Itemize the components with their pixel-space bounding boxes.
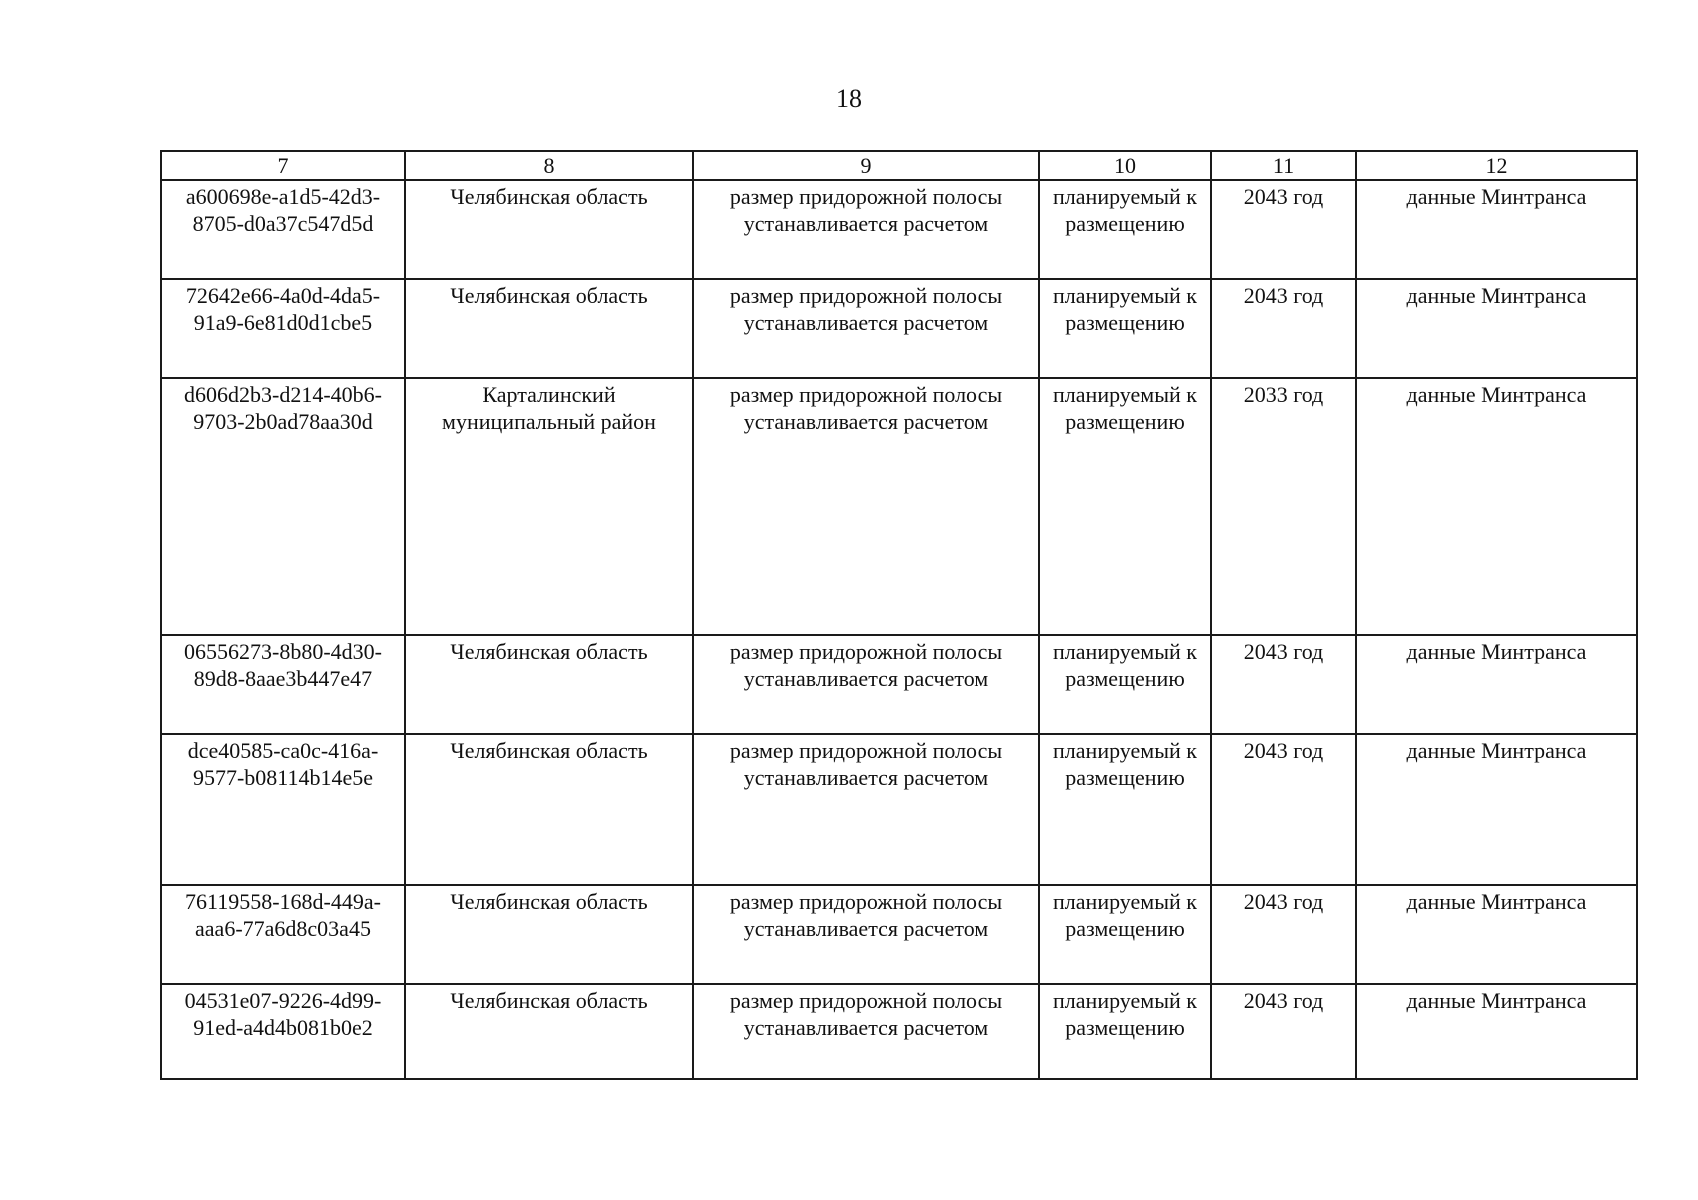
- territory-line: Челябинская область: [450, 639, 648, 664]
- column-header-11: 11: [1211, 151, 1356, 180]
- note-cell: [693, 378, 1039, 635]
- object-id-cell: [161, 378, 405, 635]
- note-line: устанавливается расчетом: [743, 916, 989, 941]
- status-cell: [1039, 984, 1211, 1079]
- territory-cell: [405, 635, 693, 734]
- column-header-9: 9: [693, 151, 1039, 180]
- territory-line: муниципальный район: [442, 409, 656, 434]
- status-line: планируемый к: [1053, 988, 1197, 1013]
- table-row: [161, 180, 1637, 279]
- territory-cell: [405, 984, 693, 1079]
- status-line: планируемый к: [1053, 889, 1197, 914]
- object-id-cell: [161, 984, 405, 1079]
- note-cell: [693, 885, 1039, 984]
- note-line: размер придорожной полосы: [729, 738, 1003, 763]
- object-id-cell: [161, 734, 405, 885]
- object-id-cell: [161, 635, 405, 734]
- status-line: размещению: [1065, 310, 1185, 335]
- note-line: устанавливается расчетом: [743, 666, 989, 691]
- note-line: размер придорожной полосы: [729, 889, 1003, 914]
- object-id-line: dce40585-ca0c-416a-: [187, 738, 379, 763]
- note-cell: [693, 734, 1039, 885]
- object-id-cell: [161, 279, 405, 378]
- object-id-line: 9577-b08114b14e5e: [192, 765, 374, 790]
- territory-line: Карталинский: [482, 382, 616, 407]
- data-table: [160, 150, 1638, 1080]
- territory-cell: [405, 279, 693, 378]
- status-cell: [1039, 378, 1211, 635]
- year-cell: 2043 год: [1211, 885, 1356, 984]
- table-row: [161, 885, 1637, 984]
- object-id-line: a600698e-a1d5-42d3-: [185, 184, 381, 209]
- status-line: планируемый к: [1053, 283, 1197, 308]
- table-row: [161, 279, 1637, 378]
- note-cell: [693, 180, 1039, 279]
- object-id-cell: [161, 885, 405, 984]
- note-cell: [693, 984, 1039, 1079]
- year-cell: 2043 год: [1211, 279, 1356, 378]
- note-line: размер придорожной полосы: [729, 639, 1003, 664]
- territory-line: Челябинская область: [450, 889, 648, 914]
- status-cell: [1039, 279, 1211, 378]
- object-id-line: aaa6-77a6d8c03a45: [195, 916, 371, 941]
- object-id-line: 91ed-a4d4b081b0e2: [193, 1015, 373, 1040]
- status-line: размещению: [1065, 211, 1185, 236]
- note-line: размер придорожной полосы: [729, 184, 1003, 209]
- status-cell: [1039, 635, 1211, 734]
- territory-line: Челябинская область: [450, 988, 648, 1013]
- object-id-line: 8705-d0a37c547d5d: [192, 211, 374, 236]
- note-line: размер придорожной полосы: [729, 283, 1003, 308]
- territory-cell: [405, 180, 693, 279]
- page-number: 18: [836, 84, 862, 113]
- object-id-line: d606d2b3-d214-40b6-: [184, 382, 382, 407]
- year-cell: 2043 год: [1211, 635, 1356, 734]
- column-header-12: 12: [1356, 151, 1637, 180]
- territory-cell: [405, 378, 693, 635]
- note-line: устанавливается расчетом: [743, 310, 989, 335]
- territory-cell: [405, 885, 693, 984]
- year-cell: 2033 год: [1211, 378, 1356, 635]
- territory-line: Челябинская область: [450, 184, 648, 209]
- object-id-line: 9703-2b0ad78aa30d: [193, 409, 373, 434]
- status-cell: [1039, 734, 1211, 885]
- year-cell: 2043 год: [1211, 734, 1356, 885]
- object-id-line: 04531e07-9226-4d99-: [184, 988, 382, 1013]
- note-cell: [693, 279, 1039, 378]
- territory-line: Челябинская область: [450, 738, 648, 763]
- status-line: размещению: [1065, 765, 1185, 790]
- note-line: устанавливается расчетом: [743, 1015, 989, 1040]
- column-header-8: 8: [405, 151, 693, 180]
- status-cell: [1039, 180, 1211, 279]
- table-row: [161, 734, 1637, 885]
- status-line: размещению: [1065, 1015, 1185, 1040]
- source-cell: данные Минтранса: [1356, 279, 1637, 378]
- territory-cell: [405, 734, 693, 885]
- status-line: планируемый к: [1053, 382, 1197, 407]
- source-cell: данные Минтранса: [1356, 180, 1637, 279]
- status-line: размещению: [1065, 666, 1185, 691]
- object-id-cell: [161, 180, 405, 279]
- table-header-row: [161, 151, 1637, 180]
- column-header-10: 10: [1039, 151, 1211, 180]
- status-line: размещению: [1065, 916, 1185, 941]
- source-cell: данные Минтранса: [1356, 378, 1637, 635]
- note-line: устанавливается расчетом: [743, 409, 989, 434]
- column-header-7: 7: [161, 151, 405, 180]
- note-line: устанавливается расчетом: [743, 211, 989, 236]
- table-row: [161, 635, 1637, 734]
- status-line: планируемый к: [1053, 184, 1197, 209]
- status-line: размещению: [1065, 409, 1185, 434]
- note-line: размер придорожной полосы: [729, 988, 1003, 1013]
- object-id-line: 91a9-6e81d0d1cbe5: [193, 310, 373, 335]
- source-cell: данные Минтранса: [1356, 635, 1637, 734]
- year-cell: 2043 год: [1211, 180, 1356, 279]
- status-line: планируемый к: [1053, 639, 1197, 664]
- note-line: размер придорожной полосы: [729, 382, 1003, 407]
- object-id-line: 06556273-8b80-4d30-: [184, 639, 382, 664]
- note-line: устанавливается расчетом: [743, 765, 989, 790]
- source-cell: данные Минтранса: [1356, 885, 1637, 984]
- table-row: [161, 378, 1637, 635]
- year-cell: 2043 год: [1211, 984, 1356, 1079]
- object-id-line: 89d8-8aae3b447e47: [193, 666, 373, 691]
- status-line: планируемый к: [1053, 738, 1197, 763]
- object-id-line: 72642e66-4a0d-4da5-: [185, 283, 381, 308]
- status-cell: [1039, 885, 1211, 984]
- territory-line: Челябинская область: [450, 283, 648, 308]
- table-row: [161, 984, 1637, 1079]
- source-cell: данные Минтранса: [1356, 734, 1637, 885]
- source-cell: данные Минтранса: [1356, 984, 1637, 1079]
- object-id-line: 76119558-168d-449a-: [185, 889, 381, 914]
- note-cell: [693, 635, 1039, 734]
